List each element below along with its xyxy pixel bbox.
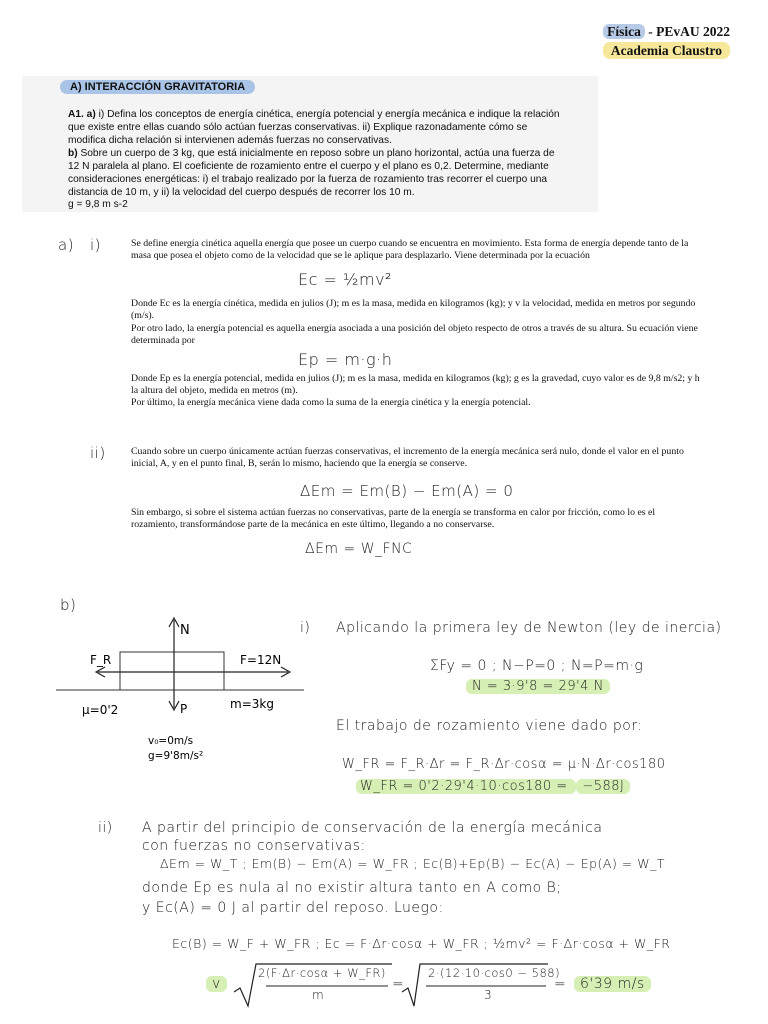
block [120,652,224,690]
v-symbol: v [206,976,227,992]
b-i-label: i) [300,620,311,636]
normal-label: N [180,623,190,638]
subject: Física [603,24,645,39]
b-text: Sobre un cuerpo de 3 kg, que está inicialmente en reposo sobre un plano horizontal, actúa una fuerza de 12 N paralela al plano. El coeficiente de rozamiento entre el cuerpo y el plano es 0,2. Determine, mediante consideraciones energéticas: i) el trabajo realizado por la fuerza de rozamiento tras recorrer el cuerpo una distancia de 10 m, y ii) la velocidad del cuerpo después de recorrer los 10 m. [68,148,555,198]
a-paragraph-3: Por otro lado, la energía potencial es aquella energía asociada a una posición del objeto respecto de otros a través de su altura. Su ecuación viene determinada por [131,323,698,347]
b-ii-eq1: ΔEm = W_T ; Em(B) − Em(A) = W_FR ; Ec(B)+Ep(B) − Ec(A) − Ep(A) = W_T [160,856,665,871]
b-work-intro: El trabajo de rozamiento viene dado por: [336,718,643,734]
eq-work-friction-numeric [356,779,630,794]
eq-sum-forces: ΣFy = 0 ; N−P=0 ; N=P=m·g [430,658,644,674]
eq-delta-em: ΔEm = Em(B) − Em(A) = 0 [300,482,514,500]
v-denominator-1: m [312,988,325,1002]
part-b-label: b) [60,596,77,614]
b-ii-line1: A partir del principio de conservación de la energía mecánica [142,820,603,836]
eq-kinetic-energy: Ec = ½mv² [298,270,392,289]
academy: Academia Claustro [603,42,730,59]
section-title: A) INTERACCIÓN GRAVITATORIA [60,80,255,94]
part-a-label: a) [58,236,75,254]
v-result-wrap [574,976,651,992]
v-result: 6'39 m/s [574,976,651,992]
a-paragraph-2: Donde Ec es la energía cinética, medida en julios (J); m es la masa, medida en kilogramos (kg); y v la velocidad, medida en metros por segundo (m/s). [131,298,696,322]
a-paragraph-1: Se define energía cinética aquella energía que posee un cuerpo cuando se encuentra en movimiento. Esta forma de energía depende tanto de la masa que posea el objeto como de la velocidad que se le aplique para desplazarlo. Viene determinada por la ecuación [131,238,689,262]
free-body-diagram [50,610,310,770]
subject-suffix: - PEvAU 2022 [644,24,730,39]
b-i-intro: Aplicando la primera ley de Newton (ley de inercia) [336,620,722,636]
wfr-numeric: W_FR = 0'2·29'4·10·cos180 = [356,779,576,794]
v-numerator-1: 2(F·Δr·cosα + W_FR) [258,966,386,980]
header-badge [603,22,730,60]
equals-2: = [554,976,567,992]
weight-label: P [180,702,188,716]
v-denominator-2: 3 [484,988,493,1002]
b-ii-line3: donde Ep es nula al no existir altura tanto en A como B; [142,880,562,896]
v-numerator-2: 2·(12·10·cos0 − 588) [428,966,561,980]
subject-line [603,22,730,41]
part-a-i-label: i) [90,236,102,254]
wfr-result: −588J [576,779,630,794]
b-ii-line4: y Ec(A) = 0 J al partir del reposo. Luego: [142,900,444,916]
v0-label: v₀=0m/s [148,735,194,747]
force-label: F=12N [240,653,282,667]
problem-g: g = 9,8 m s-2 [68,199,128,210]
b-ii-line2: con fuerzas no conservativas: [142,838,366,854]
eq-work-friction: W_FR = F_R·Δr = F_R·Δr·cosα = μ·N·Δr·cos180 [342,757,666,772]
b-ii-eq2: Ec(B) = W_F + W_FR ; Ec = F·Δr·cosα + W_FR ; ½mv² = F·Δr·cosα + W_FR [172,936,671,951]
part-a-ii-label: ii) [90,444,106,462]
g-label: g=9'8m/s² [148,750,204,762]
eq-normal-result [466,679,610,694]
normal-result: N = 3·9'8 = 29'4 N [466,679,610,694]
friction-label: F_R [90,653,112,667]
mass-label: m=3kg [230,697,274,711]
equals-1: = [392,976,405,992]
b-label: b) [68,148,78,159]
b-ii-label: ii) [98,820,113,836]
a1-text: i) Defina los conceptos de energía cinética, energía potencial y energía mecánica e indique la relación que existe entre ellas cuando sólo actúan fuerzas conservativas. ii) Explique razonadamente cómo se modifica dicha relación si intervienen además fuerzas no conservativas. [68,109,560,146]
a-paragraph-7: Sin embargo, si sobre el sistema actúan fuerzas no conservativas, parte de la energía se transforma en calor por fricción, como lo es el rozamiento, transformándose parte de la mecánica en este último, llegando a no conservarse. [131,507,656,531]
problem-a1 [68,108,568,147]
a1-label: A1. a) [68,109,96,120]
v-label [206,976,227,992]
a-paragraph-5: Por último, la energía mecánica viene dada como la suma de la energía cinética y la energía potencial. [131,397,531,408]
eq-work-fnc: ΔEm = W_FNC [305,541,413,557]
eq-potential-energy: Ep = m·g·h [298,350,393,369]
a-paragraph-6: Cuando sobre un cuerpo únicamente actúan fuerzas conservativas, el incremento de la energía mecánica será nulo, donde el valor en el punto inicial, A, y en el punto final, B, serán lo mismo, haciendo que la energía se conserve. [131,446,684,470]
mu-label: μ=0'2 [82,703,119,717]
problem-b [68,147,568,199]
academy-line [603,41,730,60]
a-paragraph-4: Donde Ep es la energía potencial, medida en julios (J); m es la masa, medida en kilogramos (kg); g es la gravedad, cuyo valor es de 9,8 m/s2; y h la altura del objeto, medida en metros (m). [131,373,700,397]
